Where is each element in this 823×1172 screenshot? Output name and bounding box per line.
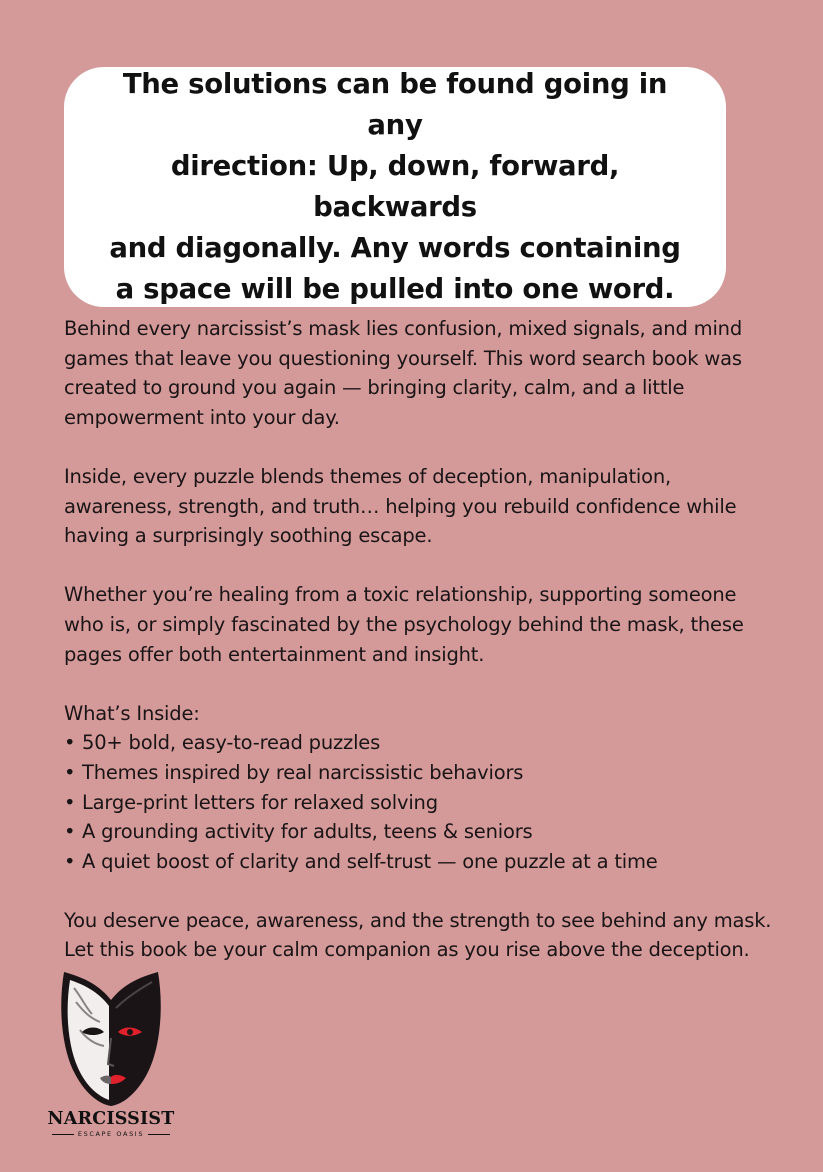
list-item [64,788,804,818]
description-body [64,314,804,965]
list-item-text: A grounding activity for adults, teens & seniors [82,820,533,844]
instructions-text [94,64,696,310]
text-line: awareness, strength, and truth… helping you rebuild confidence while [64,494,737,518]
divider [148,1134,170,1135]
closing-paragraph [64,906,804,965]
brand-logo [42,968,180,1146]
bullet-icon: • [64,820,76,844]
text-line: Behind every narcissist’s mask lies confusion, mixed signals, and mind [64,317,742,340]
logo-subtitle [42,1129,180,1139]
list-item [64,817,804,847]
list-item [64,847,804,877]
whats-inside-list [64,728,804,876]
logo-name: NARCISSIST [47,1109,175,1129]
text-line: Inside, every puzzle blends themes of deception, manipulation, [64,464,672,488]
instructions-callout [64,67,726,307]
list-item-text: A quiet boost of clarity and self-trust — one puzzle at a time [82,849,658,873]
bullet-icon: • [64,760,76,784]
instructions-line: a space will be pulled into one word. [115,273,675,305]
bullet-icon: • [64,849,76,873]
inside-paragraph [64,462,804,551]
whats-inside-heading: What’s Inside: [64,701,200,725]
divider [52,1134,74,1135]
text-line: created to ground you again — bringing clarity, calm, and a little [64,376,685,400]
intro-paragraph [64,314,804,432]
list-item-text: Themes inspired by real narcissistic behaviors [82,760,524,784]
list-item-text: Large-print letters for relaxed solving [82,790,438,814]
list-item [64,758,804,788]
text-line: having a surprisingly soothing escape. [64,524,433,548]
logo-subtitle-text: ESCAPE OASIS [77,1130,145,1138]
text-line: empowerment into your day. [64,405,340,429]
list-item [64,728,804,758]
text-line: games that leave you questioning yourself. This word search book was [64,346,742,370]
text-line: pages offer both entertainment and insight. [64,642,485,666]
whether-paragraph [64,580,804,669]
instructions-line: direction: Up, down, forward, backwards [170,150,620,223]
instructions-line: The solutions can be found going in any [122,68,668,141]
instructions-line: and diagonally. Any words containing [109,232,681,264]
text-line: Whether you’re healing from a toxic relationship, supporting someone [64,583,737,607]
mask-icon [56,968,166,1108]
list-item-text: 50+ bold, easy-to-read puzzles [82,731,381,755]
text-line: You deserve peace, awareness, and the strength to see behind any mask. [64,908,772,932]
bullet-icon: • [64,731,76,755]
bullet-icon: • [64,790,76,814]
text-line: Let this book be your calm companion as you rise above the deception. [64,938,750,962]
text-line: who is, or simply fascinated by the psychology behind the mask, these [64,612,744,636]
